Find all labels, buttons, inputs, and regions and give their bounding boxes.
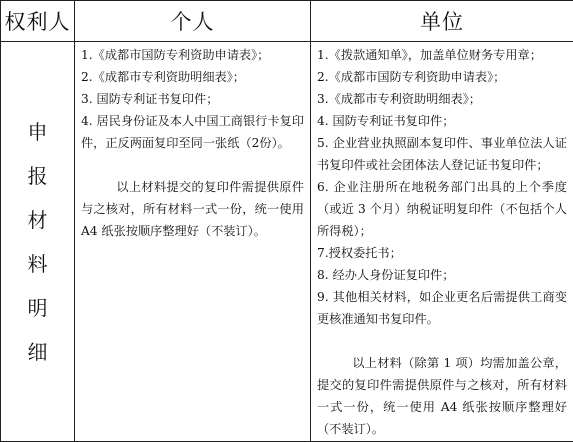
header-rights-holder: 权利人 [1,1,75,42]
row-label-char: 料 [27,251,48,276]
individual-item: 1.《成都市国防专利资助申请表》； [81,48,270,62]
header-organization: 单位 [311,1,573,42]
row-label-char: 明 [27,295,48,320]
row-label-char: 申 [27,119,48,144]
row-label-char: 材 [27,207,48,232]
organization-item: 8. 经办人身份证复印件； [317,268,455,282]
organization-item: 2.《成都市国防专利资助申请表》； [317,70,506,84]
individual-item: 4. 居民身份证及本人中国工商银行卡复印件，正反两面复印至同一张纸（2份）。 [81,114,304,150]
organization-item: 6. 企业注册所在地税务部门出具的上个季度（或近 3 个月）纳税证明复印件（不包括个人所得税）； [317,180,567,238]
organization-item: 7.授权委托书； [317,246,402,260]
row-label-application-materials [1,42,75,442]
individual-note: 以上材料提交的复印件需提供原件与之核对，所有材料一式一份，统一使用 A4 纸张按顺序整理好（不装订）。 [81,180,304,238]
materials-row [1,42,573,442]
row-label-char: 细 [27,339,48,364]
individual-item: 2.《成都市专利资助明细表》； [81,70,245,84]
organization-item: 4. 国防专利证书复印件； [317,114,455,128]
organization-item: 1.《拨款通知单》，加盖单位财务专用章； [317,48,542,62]
row-label-char: 报 [27,163,48,188]
header-row [1,1,573,42]
individual-item: 3. 国防专利证书复印件； [81,92,219,106]
organization-item: 9. 其他相关材料，如企业更名后需提供工商变更核准通知书复印件。 [317,290,567,326]
individual-materials-cell [75,42,311,442]
organization-item: 3.《成都市专利资助明细表》； [317,92,481,106]
spacer [81,154,304,176]
organization-note: 以上材料（除第 1 项）均需加盖公章，提交的复印件需提供原件与之核对，所有材料一式一份，统一使用 A4 纸张按顺序整理好（不装订）。 [317,356,567,436]
organization-item: 5. 企业营业执照副本复印件、事业单位法人证书复印件或社会团体法人登记证书复印件； [317,136,567,172]
spacer [317,330,567,352]
organization-materials-cell [311,42,573,442]
header-individual: 个人 [75,1,311,42]
